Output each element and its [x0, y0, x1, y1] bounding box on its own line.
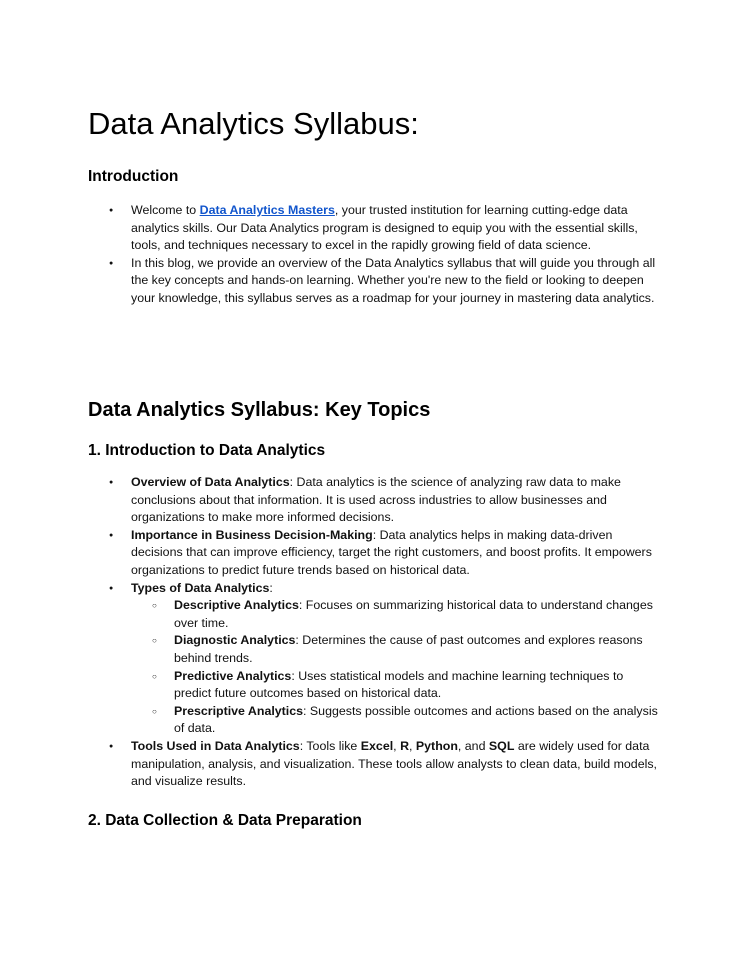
introduction-heading: Introduction: [88, 168, 179, 185]
sub-list-item: ○ Descriptive Analytics: Focuses on summarizing historical data to understand changes over time.: [131, 597, 658, 632]
page-title: Data Analytics Syllabus:: [88, 106, 419, 141]
list-item: ● Types of Data Analytics: ○ Descriptive Analytics: Focuses on summarizing historical data to understand changes over time. ○ Diagnostic Analytics: Determines the cause of past outcomes and explores reasons behind trends. ○ Predictive Analytics: Uses statistical models and machine learning techniques to predict future outcomes based on historical data. ○ Prescriptive Analytics: Suggests possible outcomes and actions based on the analysis of data.: [88, 580, 658, 738]
introduction-list: [88, 202, 658, 308]
list-item: ● Importance in Business Decision-Making: Data analytics helps in making data-driven decisions that can improve efficiency, target the right customers, and boost profits. It empowers organizations to predict future trends based on historical data.: [88, 527, 658, 580]
section-2-heading: 2. Data Collection & Data Preparation: [88, 812, 362, 829]
types-sublist: [131, 597, 658, 738]
list-item: ● Welcome to Data Analytics Masters, your trusted institution for learning cutting-edge data analytics skills. Our Data Analytics program is designed to equip you with the essential skills, tools, and techniques necessary to excel in the rapidly growing field of data science.: [88, 202, 658, 255]
sub-list-item: ○ Diagnostic Analytics: Determines the cause of past outcomes and explores reasons behind trends.: [131, 632, 658, 667]
sub-list-item: ○ Predictive Analytics: Uses statistical models and machine learning techniques to predict future outcomes based on historical data.: [131, 668, 658, 703]
list-item: ● Tools Used in Data Analytics: Tools like Excel, R, Python, and SQL are widely used for data manipulation, analysis, and visualization. These tools allow analysts to clean data, build models, and visualize results.: [88, 738, 658, 791]
list-item: ● Overview of Data Analytics: Data analytics is the science of analyzing raw data to make conclusions about that information. It is used across industries to allow businesses and organizations to make more informed decisions.: [88, 474, 658, 527]
sub-list-item: ○ Prescriptive Analytics: Suggests possible outcomes and actions based on the analysis of data.: [131, 703, 658, 738]
data-analytics-masters-link[interactable]: Data Analytics Masters: [199, 203, 335, 217]
list-item: ● In this blog, we provide an overview of the Data Analytics syllabus that will guide you through all the key concepts and hands-on learning. Whether you're new to the field or looking to deepen your knowledge, this syllabus serves as a roadmap for your journey in mastering data analytics.: [88, 255, 658, 308]
key-topics-heading: Data Analytics Syllabus: Key Topics: [88, 399, 431, 421]
section-1-list: [88, 474, 658, 791]
section-1-heading: 1. Introduction to Data Analytics: [88, 442, 326, 459]
